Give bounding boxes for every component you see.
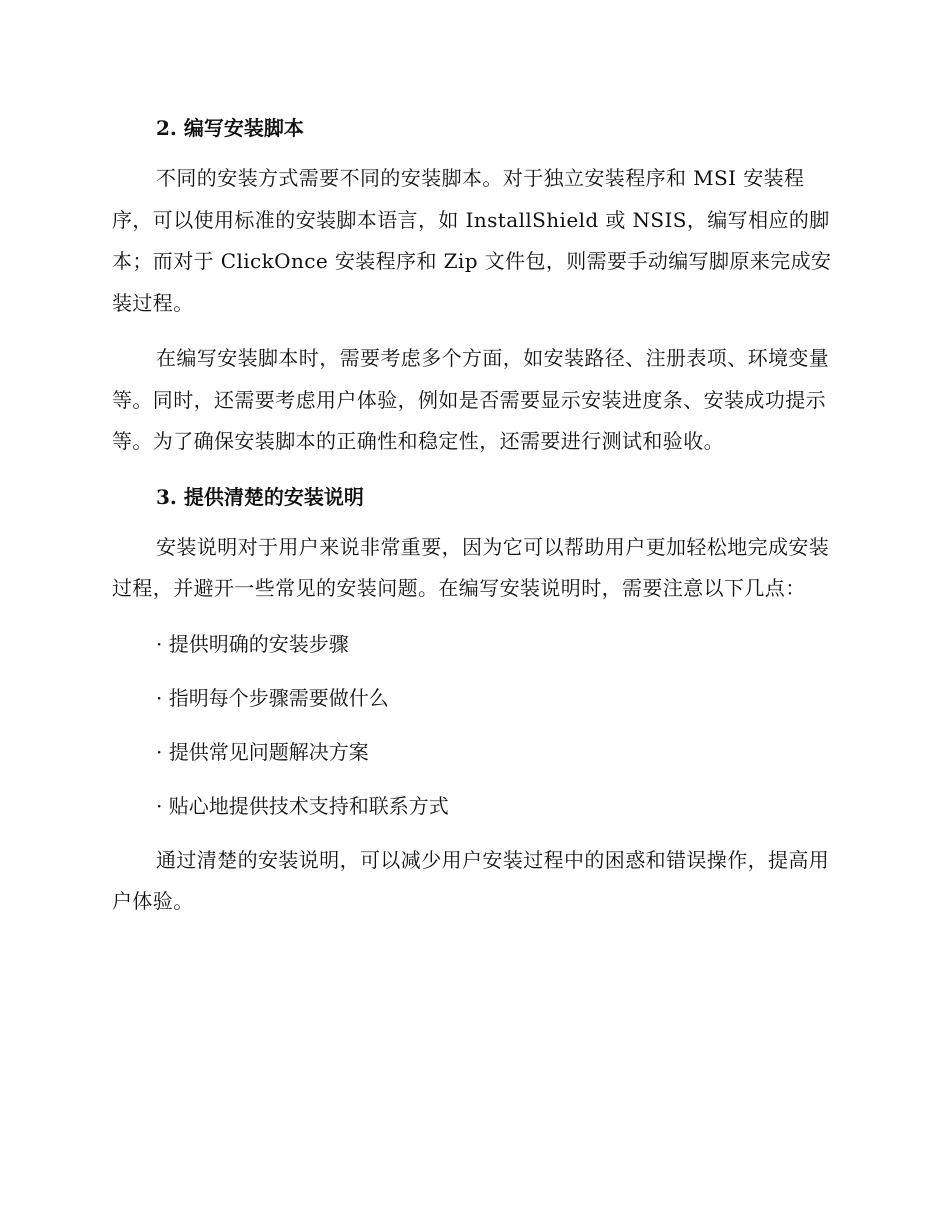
list-item: · 贴心地提供技术支持和联系方式	[156, 793, 449, 818]
paragraph: 安装说明对于用户来说非常重要，因为它可以帮助用户更加轻松地完成安装过程，并避开一些常见的安装问题。在编写安装说明时，需要注意以下几点：	[112, 534, 830, 600]
list-item: · 指明每个步骤需要做什么	[156, 685, 389, 710]
paragraph: 不同的安装方式需要不同的安装脚本。对于独立安装程序和 MSI 安装程序，可以使用标准的安装脚本语言，如 InstallShield 或 NSIS，编写相应的脚本；而对于 ClickOnce 安装程序和 Zip 文件包，则需要手动编写脚原来完成安装过程。	[112, 166, 832, 315]
list-item: · 提供明确的安装步骤	[156, 631, 349, 656]
paragraph: 通过清楚的安装说明，可以减少用户安装过程中的困惑和错误操作，提高用户体验。	[112, 847, 830, 913]
document-page	[112, 108, 834, 937]
list-item: · 提供常见问题解决方案	[156, 739, 369, 764]
paragraph: 在编写安装脚本时，需要考虑多个方面，如安装路径、注册表项、环境变量等。同时，还需要考虑用户体验，例如是否需要显示安装进度条、安装成功提示等。为了确保安装脚本的正确性和稳定性，还需要进行测试和验收。	[112, 346, 830, 453]
section-heading: 2. 编写安装脚本	[156, 116, 304, 140]
section-heading: 3. 提供清楚的安装说明	[156, 484, 364, 509]
